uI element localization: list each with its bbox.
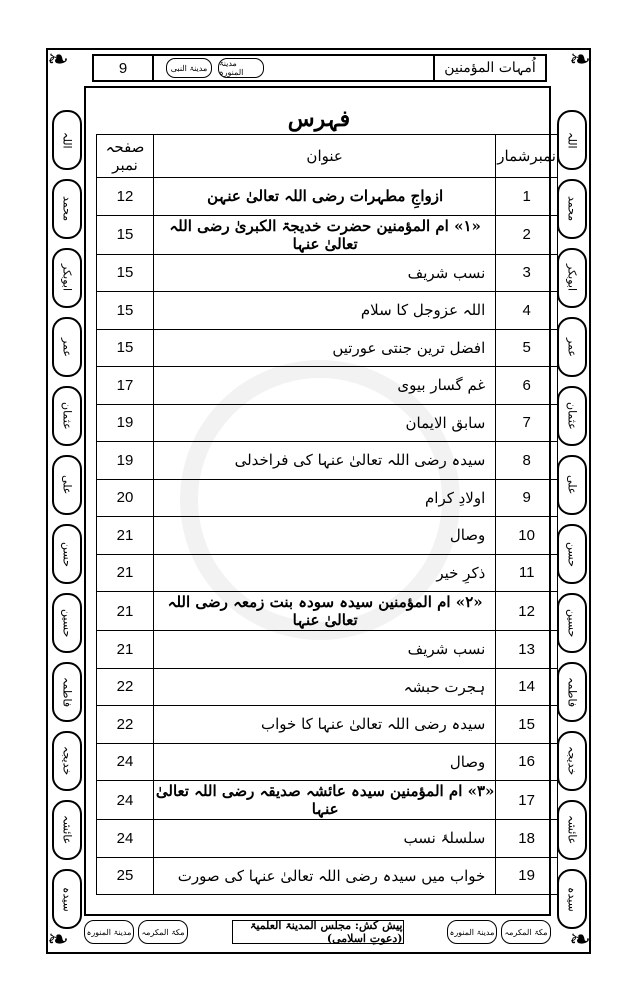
badge-text: عمر [60, 337, 74, 357]
calligraphy-badge-icon [557, 386, 587, 446]
table-row [97, 706, 558, 744]
table-row [97, 404, 558, 442]
page-reference: 21 [97, 592, 154, 631]
table-row [97, 254, 558, 292]
corner-ornament-icon: ❧ [47, 925, 69, 955]
calligraphy-badge-icon [52, 662, 82, 722]
badge-text: علی [565, 475, 579, 495]
madina-logo: مدینۃ النبی [166, 58, 212, 78]
badge-text: محمد [60, 196, 74, 222]
badge-text: سیدہ [565, 886, 579, 912]
calligraphy-badge-icon [557, 248, 587, 308]
serial-number: 13 [496, 631, 558, 669]
calligraphy-badge-icon [557, 593, 587, 653]
table-body [97, 178, 558, 895]
right-ornament-column [555, 110, 589, 938]
badge-text: حسین [565, 608, 579, 638]
table-row [97, 178, 558, 216]
serial-number: 8 [496, 442, 558, 480]
serial-number: 15 [496, 706, 558, 744]
calligraphy-badge-icon [52, 869, 82, 929]
table-row [97, 631, 558, 669]
page-reference: 21 [97, 631, 154, 669]
badge-text: سیدہ [60, 886, 74, 912]
contents-table [96, 134, 558, 895]
heading-column-header: عنوان [154, 135, 496, 178]
serial-number: 17 [496, 781, 558, 820]
badge-text: خدیجہ [565, 746, 579, 776]
page-reference: 19 [97, 442, 154, 480]
entry-heading: ازواجِ مطہرات رضی اللہ تعالیٰ عنہن [154, 178, 496, 216]
calligraphy-badge-icon [52, 248, 82, 308]
entry-heading: سلسلۂ نسب [154, 820, 496, 858]
corner-ornament-icon: ❧ [569, 925, 591, 955]
page-footer [84, 918, 551, 946]
page-reference: 24 [97, 820, 154, 858]
serial-number: 16 [496, 743, 558, 781]
calligraphy-badge-icon [557, 662, 587, 722]
corner-ornament-icon: ❧ [569, 45, 591, 75]
badge-text: عمر [565, 337, 579, 357]
entry-heading: «۱» ام المؤمنین حضرت خدیجۃ الکبریٰ رضی اللہ تعالیٰ عنہا [154, 215, 496, 254]
table-row [97, 292, 558, 330]
table-row [97, 442, 558, 480]
badge-text: محمد [565, 196, 579, 222]
page-reference: 22 [97, 668, 154, 706]
calligraphy-badge-icon [52, 731, 82, 791]
serial-number: 3 [496, 254, 558, 292]
page-column-header: صفحہ نمبر [97, 135, 154, 178]
entry-heading: نسب شریف [154, 631, 496, 669]
makkah-logo: مکۃ المکرمہ [501, 920, 551, 944]
badge-text: اللہ [565, 131, 579, 149]
serial-number: 5 [496, 329, 558, 367]
page-reference: 12 [97, 178, 154, 216]
serial-number: 18 [496, 820, 558, 858]
table-row [97, 517, 558, 555]
page-reference: 19 [97, 404, 154, 442]
table-row [97, 329, 558, 367]
madina-logo: مدینۃ المنورہ [447, 920, 497, 944]
serial-number: 10 [496, 517, 558, 555]
badge-text: خدیجہ [60, 746, 74, 776]
badge-text: حسن [565, 541, 579, 567]
serial-number: 1 [496, 178, 558, 216]
entry-heading: افضل ترین جنتی عورتیں [154, 329, 496, 367]
calligraphy-badge-icon [557, 869, 587, 929]
calligraphy-badge-icon [52, 179, 82, 239]
page-reference: 22 [97, 706, 154, 744]
table-row [97, 479, 558, 517]
header-logos [154, 58, 433, 78]
serial-number: 9 [496, 479, 558, 517]
table-row [97, 857, 558, 895]
calligraphy-badge-icon [557, 524, 587, 584]
entry-heading: خواب میں سیدہ رضی اللہ تعالیٰ عنہا کی صورت [154, 857, 496, 895]
entry-heading: وصال [154, 517, 496, 555]
publisher-label: پیش کش: مجلس المدینۃ العلمیۃ (دعوتِ اسلامی) [232, 920, 404, 944]
serial-number: 11 [496, 554, 558, 592]
serial-number: 6 [496, 367, 558, 405]
badge-text: ابوبکر [60, 264, 74, 292]
footer-logos-left [84, 920, 188, 944]
badge-text: فاطمہ [565, 676, 579, 708]
badge-text: حسن [60, 541, 74, 567]
entry-heading: اولادِ کرام [154, 479, 496, 517]
serial-number: 4 [496, 292, 558, 330]
table-row [97, 668, 558, 706]
calligraphy-badge-icon [52, 593, 82, 653]
calligraphy-badge-icon [557, 731, 587, 791]
calligraphy-badge-icon [52, 317, 82, 377]
page-reference: 20 [97, 479, 154, 517]
badge-text: عثمان [60, 402, 74, 430]
madina-logo: مدینۃ المنورہ [84, 920, 134, 944]
entry-heading: «۲» ام المؤمنین سیدہ سودہ بنت زمعہ رضی اللہ تعالیٰ عنہا [154, 592, 496, 631]
entry-heading: ذکرِ خیر [154, 554, 496, 592]
entry-heading: نسب شریف [154, 254, 496, 292]
entry-heading: وصال [154, 743, 496, 781]
page-reference: 21 [97, 554, 154, 592]
page-reference: 21 [97, 517, 154, 555]
table-row [97, 781, 558, 820]
corner-ornament-icon: ❧ [47, 45, 69, 75]
entry-heading: سیدہ رضی اللہ تعالیٰ عنہا کی فراخدلی [154, 442, 496, 480]
footer-logos-right [447, 920, 551, 944]
badge-text: فاطمہ [60, 676, 74, 708]
calligraphy-badge-icon [52, 524, 82, 584]
page-reference: 24 [97, 781, 154, 820]
entry-heading: «۳» ام المؤمنین سیدہ عائشہ صدیقہ رضی اللہ تعالیٰ عنہا [154, 781, 496, 820]
badge-text: حسین [60, 608, 74, 638]
entry-heading: غم گسار بیوی [154, 367, 496, 405]
page-reference: 17 [97, 367, 154, 405]
page-header [92, 54, 547, 82]
calligraphy-badge-icon [557, 800, 587, 860]
page-reference: 15 [97, 254, 154, 292]
calligraphy-badge-icon [52, 800, 82, 860]
page-title: فہرس [287, 106, 351, 132]
entry-heading: اللہ عزوجل کا سلام [154, 292, 496, 330]
page-reference: 24 [97, 743, 154, 781]
calligraphy-badge-icon [52, 455, 82, 515]
serial-column-header: نمبرشمار [496, 135, 558, 178]
calligraphy-badge-icon [557, 179, 587, 239]
left-ornament-column [50, 110, 84, 938]
table-header-row [97, 135, 558, 178]
table-row [97, 554, 558, 592]
makkah-logo: مکۃ المکرمہ [138, 920, 188, 944]
table-row [97, 215, 558, 254]
serial-number: 19 [496, 857, 558, 895]
entry-heading: سیدہ رضی اللہ تعالیٰ عنہا کا خواب [154, 706, 496, 744]
table-row [97, 592, 558, 631]
badge-text: عثمان [565, 402, 579, 430]
badge-text: علی [60, 475, 74, 495]
calligraphy-badge-icon [557, 455, 587, 515]
page-reference: 15 [97, 329, 154, 367]
serial-number: 12 [496, 592, 558, 631]
serial-number: 2 [496, 215, 558, 254]
madina-logo: مدینۃ المنورہ [218, 58, 264, 78]
entry-heading: ہجرت حبشہ [154, 668, 496, 706]
table-row [97, 743, 558, 781]
page-reference: 15 [97, 215, 154, 254]
entry-heading: سابق الایمان [154, 404, 496, 442]
table-row [97, 367, 558, 405]
serial-number: 7 [496, 404, 558, 442]
book-title: اُمہات المؤمنین [433, 56, 545, 80]
badge-text: عائشہ [565, 815, 579, 845]
badge-text: ابوبکر [565, 264, 579, 292]
page-number: 9 [94, 56, 154, 80]
serial-number: 14 [496, 668, 558, 706]
table-row [97, 820, 558, 858]
badge-text: اللہ [60, 131, 74, 149]
calligraphy-badge-icon [557, 317, 587, 377]
page-reference: 25 [97, 857, 154, 895]
page-reference: 15 [97, 292, 154, 330]
badge-text: عائشہ [60, 815, 74, 845]
calligraphy-badge-icon [52, 386, 82, 446]
